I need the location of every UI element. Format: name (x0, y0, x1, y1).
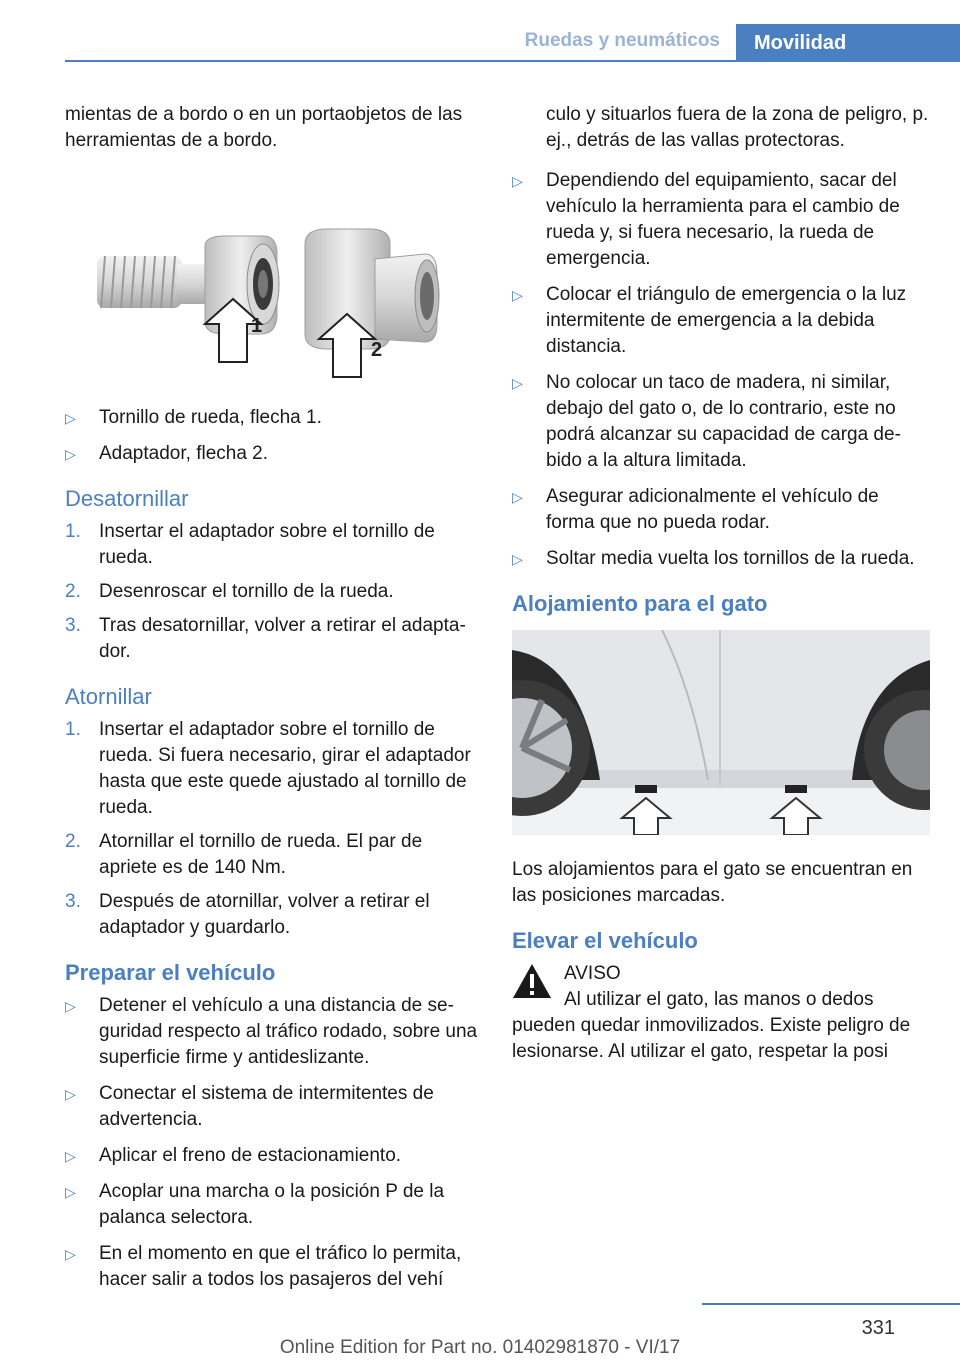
list-item: ▷ Soltar media vuelta los tornillos de la rueda. (512, 546, 930, 572)
list-item: ▷ Dependiendo del equipamiento, sacar del vehículo la herramienta para el cambio de rueda y, si fuera necesario, la rueda de emergencia. (512, 170, 900, 269)
bullet-icon: ▷ (512, 551, 523, 567)
header-rule (65, 60, 960, 62)
desatornillar-steps (65, 519, 483, 665)
atornillar-steps (65, 717, 483, 941)
bullet-icon: ▷ (65, 410, 76, 426)
arrow-label-2: 2 (371, 339, 383, 361)
list-item: 2. Desenroscar el tornillo de la rueda. (65, 581, 394, 602)
header-section-title: Ruedas y neumáticos (524, 30, 720, 51)
footer-edition: Online Edition for Part no. 01402981870 - VI/17 (279, 1337, 681, 1358)
preparar-list-continued (512, 168, 930, 572)
bolt-adapter-figure (65, 184, 483, 389)
intro-text: mientas de a bordo o en un portaobjetos de las herramientas de a bordo. (65, 104, 463, 151)
header-chapter-tab: Movilidad (736, 24, 960, 62)
warning-text-first: Al utilizar el gato, las manos o dedos (564, 989, 874, 1010)
warning-label: AVISO (564, 963, 621, 984)
list-item: 3. Después de atornillar, volver a retirar el adaptador y guardarlo. (65, 891, 430, 938)
jack-points-illustration (512, 630, 930, 835)
list-item: ▷ En el momento en que el tráfico lo permita, hacer salir a todos los pasajeros del vehí (65, 1243, 462, 1290)
list-item: ▷ Acoplar una marcha o la posición P de la palanca selectora. (65, 1181, 445, 1228)
alojamiento-caption: Los alojamientos para el gato se encuentran en las posiciones marcadas. (512, 859, 913, 906)
jack-points-figure (512, 630, 930, 835)
bullet-icon: ▷ (512, 375, 523, 391)
heading-alojamiento: Alojamiento para el gato (512, 591, 768, 616)
list-item: ▷ Tornillo de rueda, flecha 1. (65, 405, 483, 431)
bolt-thread (97, 256, 182, 308)
list-item: ▷ Aplicar el freno de estacionamiento. (65, 1143, 483, 1169)
right-column (512, 102, 930, 1065)
warning-triangle-icon (512, 963, 552, 999)
list-item: ▷ Colocar el triángulo de emergencia o la luz intermitente de emergencia a la debida distancia. (512, 284, 907, 357)
list-item: ▷ Asegurar adicionalmente el vehículo de forma que no pueda rodar. (512, 486, 879, 533)
heading-elevar: Elevar el vehículo (512, 928, 698, 953)
footer-rule (702, 1303, 960, 1305)
parts-list (65, 405, 483, 467)
list-item: ▷ Adaptador, flecha 2. (65, 441, 483, 467)
left-column (65, 102, 483, 1303)
preparar-list (65, 993, 483, 1293)
bullet-icon: ▷ (65, 1246, 76, 1262)
list-item: 1. Insertar el adaptador sobre el tornillo de rueda. (65, 521, 435, 568)
bullet-icon: ▷ (65, 1086, 76, 1102)
warning-text-rest: pueden quedar inmovilizados. Existe peligro de lesionarse. Al utilizar el gato, respetar la posi (512, 1015, 911, 1062)
bullet-icon: ▷ (65, 1148, 76, 1164)
list-item: ▷ Detener el vehículo a una distancia de seguridad respecto al tráfico rodado, sobre una superficie firme y antideslizante. (65, 995, 478, 1068)
bolt-adapter-illustration (65, 184, 483, 389)
list-item: 3. Tras desatornillar, volver a retirar el adaptador. (65, 615, 466, 662)
bullet-icon: ▷ (65, 998, 76, 1014)
bullet-icon: ▷ (65, 1184, 76, 1200)
arrow-label-1: 1 (251, 315, 263, 337)
heading-desatornillar: Desatornillar (65, 486, 189, 511)
warning-block (512, 961, 930, 1065)
bullet-icon: ▷ (512, 287, 523, 303)
list-item: 1. Insertar el adaptador sobre el tornillo de rueda. Si fuera necesario, girar el adaptador hasta que este quede ajustado al tornillo de rueda. (65, 719, 471, 818)
bullet-icon: ▷ (512, 173, 523, 189)
list-item: ▷ Conectar el sistema de intermitentes de advertencia. (65, 1083, 434, 1130)
heading-atornillar: Atornillar (65, 684, 152, 709)
page-number: 331 (861, 1317, 895, 1339)
list-item: ▷ No colocar un taco de madera, ni similar, debajo del gato o, de lo contrario, este no podrá alcanzar su capacidad de carga debido a la altura limitada. (512, 372, 901, 471)
bullet-icon: ▷ (65, 446, 76, 462)
continued-text: culo y situarlos fuera de la zona de peligro, p. ej., detrás de las vallas protectoras. (546, 104, 929, 151)
list-item: 2. Atornillar el tornillo de rueda. El par de apriete es de 140 Nm. (65, 831, 423, 878)
heading-preparar: Preparar el vehículo (65, 960, 276, 985)
bullet-icon: ▷ (512, 489, 523, 505)
